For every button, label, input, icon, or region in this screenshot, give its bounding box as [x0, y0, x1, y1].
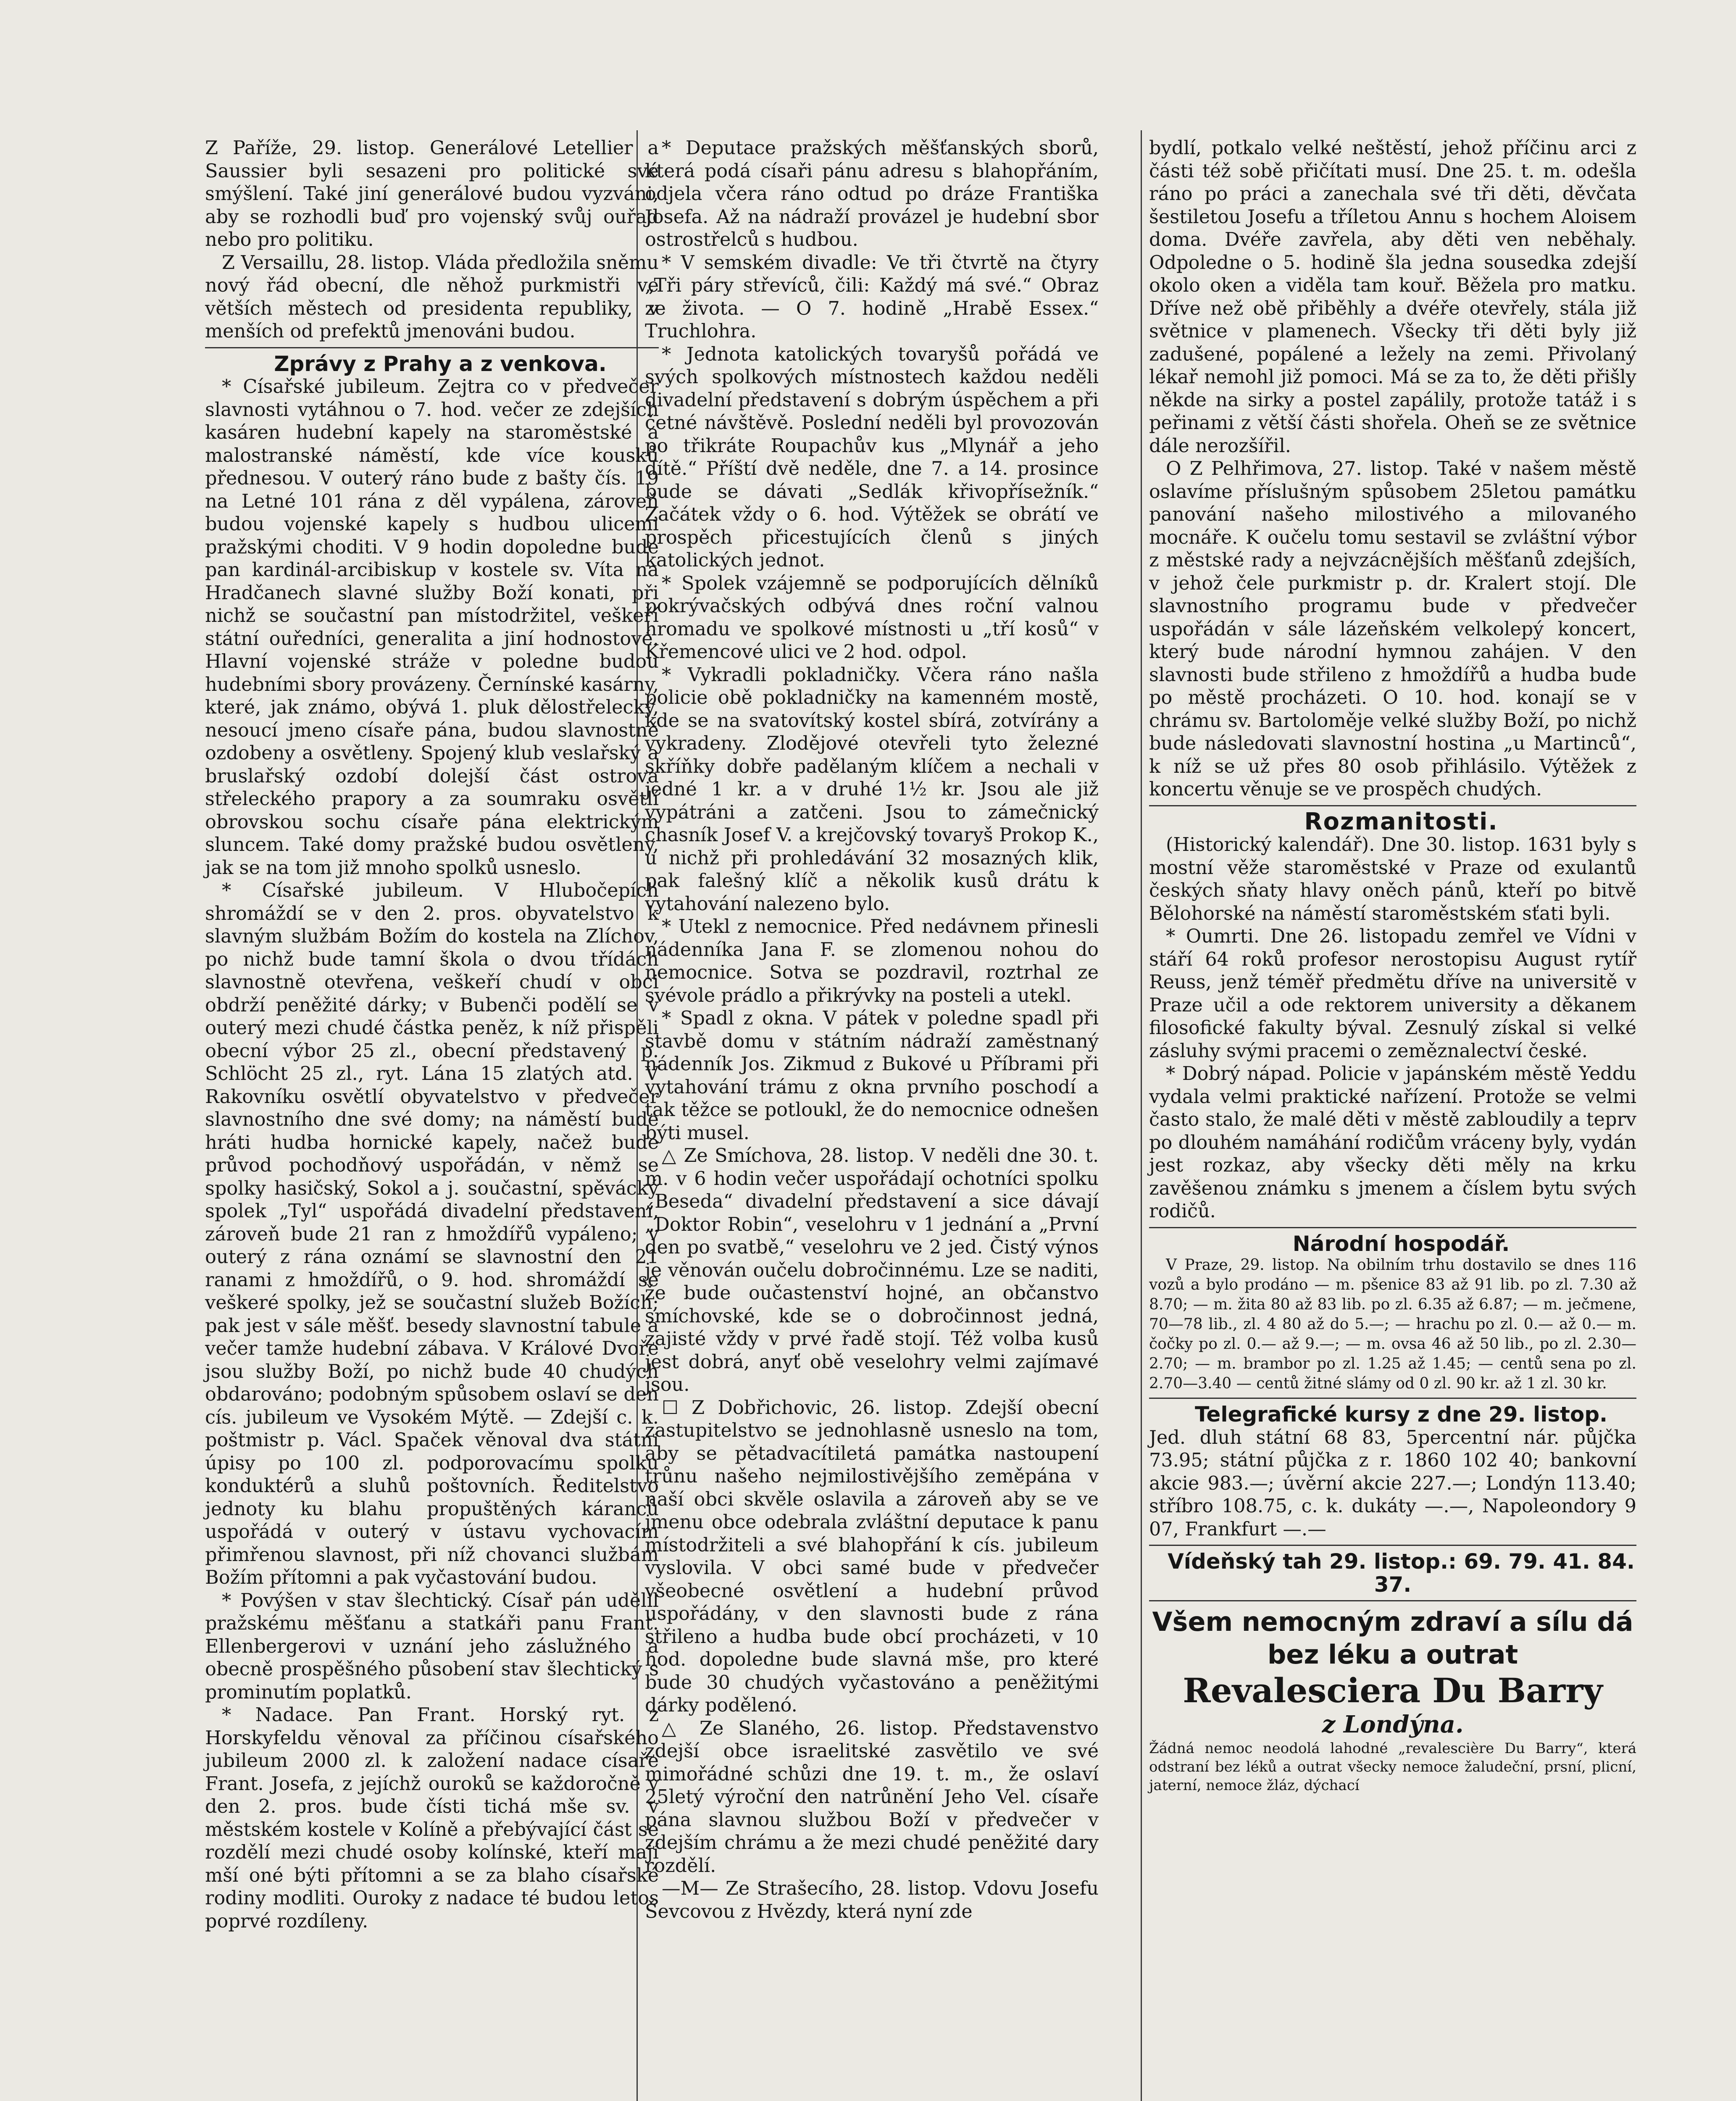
news-slany: △ Ze Slaného, 26. listop. Představenstvo zdejší obce israelitské zasvětilo ve své mimořádné schůzi dne 19. t. m., že oslaví 25letý výroční den natrůnění Jeho Vel. císaře pána slavnou službou Boží v předvečer v zdejším chrámu a že mezi chudé peněžité dary rozdělí. [645, 1717, 1099, 1877]
news-smichov: △ Ze Smíchova, 28. listop. V neděli dne 30. t. m. v 6 hodin večer uspořádají ochotníci spolku „Beseda“ divadelní představení a sice dávají „Doktor Robin“, veselohru v 1 jednání a „První den po svatbě,“ veselohru ve 2 jed. Čistý výnos je věnován oučelu dobročinnému. Lze se naditi, že bude oučastenství hojné, an občanstvo smíchovské, kde se o dobročinnost jedná, zajisté vždy v prvé řadě stojí. Též volba kusů jest dobrá, anyť obě veselohry velmi zajímavé jsou. [645, 1145, 1099, 1395]
news-fall-from-window: * Spadl z okna. V pátek v poledne spadl při stavbě domu v státním nádraží zaměstnaný nádenník Jos. Zikmud z Bukové u Příbrami při vytahování trámu z okna prvního poschodí a tak těžce se potloukl, že do nemocnice odnešen býti musel. [645, 1007, 1099, 1144]
section-divider [1149, 1545, 1636, 1546]
ad-origin: z Londýna. [1322, 1711, 1464, 1738]
news-hospital-escape: * Utekl z nemocnice. Před nedávnem přinesli nádenníka Jana F. se zlomenou nohou do nemocnice. Sotva se pozdravil, roztrhal ze svévole prádlo a přikrývky na posteli a utekl. [645, 916, 1099, 1006]
news-good-idea: * Dobrý nápad. Policie v japánském městě Yeddu vydala velmi praktické nařízení. Protože se velmi často stalo, že malé děti v městě zabloudily a teprv po dlouhém namáhání rodičům vráceny byly, vydán jest rozkaz, aby všecky děti měly na krku zavěšenou známku s jmenem a číslem bytu svých rodičů. [1149, 1063, 1636, 1222]
exchange-rates: Jed. dluh státní 68 83, 5percentní nár. půjčka 73.95; státní půjčka z r. 1860 102 40; bankovní akcie 983.—; úvěrní akcie 227.—; Londýn 113.40; stříbro 108.75, c. k. dukáty —.—, Napoleondory 9 07, Frankfurt —.— [1149, 1426, 1636, 1540]
column-1 [205, 137, 659, 1932]
column-rule-right [1141, 130, 1142, 2101]
news-pelhrimov: O Z Pelhřimova, 27. listop. Také v našem městě oslavíme příslušným spůsobem 25letou památku panování našeho milostivého a milovaného mocnáře. K oučelu tomu sestavil se zvláštní výbor z městské rady a nejvzácnějších měšťanů zdejších, v jehož čele purkmistr p. dr. Kralert stojí. Dle slavnostního programu bude v předvečer uspořádán v sále lázeňském velkolepý koncert, který bude národní hymnou zahájen. V den slavnosti bude střileno z hmoždířů a hudba bude po městě procházeti. O 10. hod. konají se v chrámu sv. Bartoloměje velké služby Boží, po nichž bude následovati slavnostní hostina „u Martinců“, k níž se už přes 80 osob přihlásilo. Výtěžek z koncertu věnuje se ve prospěch chudých. [1149, 458, 1636, 800]
column-3 [1149, 137, 1636, 1795]
ad-product-name: Revalesciera Du Barry [1183, 1671, 1603, 1710]
ad-body: Žádná nemoc neodolá lahodné „revalescière Du Barry“, která odstraní bez léků a outrat všecky nemoce žaludeční, prsní, plicní, jaterní, nemoce žláz, dýchací [1149, 1740, 1636, 1794]
news-theatre: * V semském divadle: Ve tři čtvrtě na čtyry „Tři páry střevíců, čili: Každý má své.“ Obraz ze života. — O 7. hodině „Hrabě Essex.“ Truchlohra. [645, 251, 1099, 342]
section-divider [1149, 1227, 1636, 1228]
section-divider [205, 347, 659, 348]
section-divider [1149, 1398, 1636, 1399]
section-divider [1149, 805, 1636, 806]
news-historical-calendar: (Historický kalendář). Dne 30. listop. 1631 byly s mostní věže staroměstské v Praze od exulantů českých sňaty hlavy oněch pánů, kteří po bitvě Bělohorské na náměstí staroměstském sťati byli. [1149, 834, 1636, 924]
column-2 [645, 137, 1099, 1923]
section-heading-economy: Národní hospodář. [1292, 1231, 1510, 1256]
market-report: V Praze, 29. listop. Na obilním trhu dostavilo se dnes 116 vozů a bylo prodáno — m. pšenice 83 až 91 lib. po zl. 7.30 až 8.70; — m. žita 80 až 83 lib. po zl. 6.35 až 6.87; — m. ječmene, 70—78 lib., zl. 4 80 až do 5.—; — hrachu po zl. 0.— až 0.— m. čočky po zl. 0.— až 9.—; — m. ovsa 46 až 50 lib., po zl. 2.30—2.70; — m. brambor po zl. 1.25 až 1.45; — centů sena po zl. 2.70—3.40 — centů žitné slámy od 0 zl. 90 kr. až 1 zl. 30 kr. [1149, 1256, 1636, 1392]
news-foundation: * Nadace. Pan Frant. Horský ryt. z Horskyfeldu věnoval za příčinou císařského jubileum 2000 zl. k založení nadace císaře Frant. Josefa, z jejíchž ouroků se každoročně v den 2. pros. bude čísti tichá mše sv. v městském kostele v Kolíně a přebývající část se rozdělí mezi chudé osoby kolínské, kteří mají mší oné býti přítomni a se za blaho císařské rodiny modliti. Ouroky z nadace té budou letos poprvé rozdíleny. [205, 1704, 659, 1932]
vienna-lottery: Vídeňský tah 29. listop.: 69. 79. 41. 84. 37. [1168, 1549, 1635, 1597]
news-paris: Z Paříže, 29. listop. Generálové Letellier a Saussier byli sesazeni pro politické své smýšlení. Také jiní generálové budou vyzváni, aby se rozhodli buď pro vojenský svůj ouřad nebo pro politiku. [205, 137, 659, 250]
section-heading-miscellany: Rozmanitosti. [1304, 808, 1498, 835]
news-catholic-union: * Jednota katolických tovaryšů pořádá ve svých spolkových místnostech každou neděli divadelní představení s dobrým úspěchem a při četné návštěvě. Poslední neděli byl provozován po třikráte Roupachův kus „Mlynář a jeho dítě.“ Příští dvě neděle, dne 7. a 14. prosince bude se dávati „Sedlák křivopřísežník.“ Začátek vždy o 6. hod. Výtěžek se obrátí ve prospěch přicestujících členů s jiných katolických jednot. [645, 343, 1099, 571]
ad-headline: Všem nemocným zdraví a sílu dá bez léku a outrat [1152, 1606, 1633, 1670]
news-roofers-society: * Spolek vzájemně se podporujících dělníků pokrývačských odbývá dnes roční valnou hromadu ve spolkové místnosti u „tří kosů“ v Křemencové ulici ve 2 hod. odpol. [645, 572, 1099, 663]
news-obituary: * Oumrti. Dne 26. listopadu zemřel ve Vídni v stáří 64 roků profesor nerostopisu August rytíř Reuss, jenž téměř předmětu dříve na universitě v Praze učil a ode rektorem university a děkanem filosofické fakulty býval. Zesnulý získal si velké zásluhy svými pracemi o zeměznalectví české. [1149, 925, 1636, 1062]
news-imperial-jubilee-1: * Císařské jubileum. Zejtra co v předvečer slavnosti vytáhnou o 7. hod. večer ze zdejších kasáren hudební kapely na staroměstské a malostranské náměstí, kde více kousků přednesou. V outerý ráno bude z bašty čís. 19 na Letné 101 rána z děl vypálena, zároveň budou vojenské kapely s hudbou ulicemi pražskými choditi. V 9 hodin dopoledne bude pan kardinál-arcibiskup v kostele sv. Víta na Hradčanech slavné služby Boží konati, při nichž se součastní pan místodržitel, veškeří státní ouředníci, generalita a jiní hodnostové. Hlavní vojenské stráže v poledne budou hudebními sbory provázeny. Černínské kasárny, které, jak známo, obývá 1. pluk dělostřelecký, nesoucí jmeno císaře pána, budou slavnostně ozdobeny a osvětleny. Spojený klub veslařský a bruslařský ozdobí dolejší část ostrova střeleckého prapory a za soumraku osvětlí obrovskou sochu císaře pána elektrickým sluncem. Také domy pražské budou osvětleny, jak se na tom již mnoho spolků usneslo. [205, 376, 659, 879]
news-imperial-jubilee-2: * Císařské jubileum. V Hlubočepích shromáždí se v den 2. pros. obyvatelstvo k slavným službám Božím do kostela na Zlíchov, po nichž bude tamní škola o dvou třídách slavnostně otevřena, veškeří chudí v obci obdrží peněžité dárky; v Bubenči podělí se v outerý mezi chudé částka peněz, k níž přispěli obecní výbor 25 zl., obecní představený p. Schlöcht 25 zl., ryt. Lána 15 zlatých atd. V Rakovníku osvětlí obyvatelstvo v předvečer slavnostního dne své domy; na náměstí bude hráti hudba hornické kapely, načež bude průvod pochodňový uspořádán, v němž se spolky hasičský, Sokol a j. součastní, spěvácký spolek „Tyl“ uspořádá divadelní představení, zároveň bude 21 ran z hmoždířů vypáleno; v outerý z rána oznámí se slavnostní den 21 ranami z hmoždířů, o 9. hod. shromáždí se veškeré spolky, jež se součastní služeb Božích; pak jest v sále měšť. besedy slavnostní tabule a večer tamže hudební zábava. V Králové Dvoře jsou služby Boží, po nichž bude 40 chudých obdarováno; podobným spůsobem oslaví se den cís. jubileum ve Vysokém Mýtě. — Zdejší c. k. poštmistr p. Václ. Spaček věnoval dva státní úpisy po 100 zl. podporovacímu spolku konduktérů a sluhů poštovních. Ředitelstvo jednoty ku blahu propuštěných káranců uspořádá v outerý v ústavu vychovacím přimřenou slavnost, při níž chovanci službám Božím přítomni a pak vyčastování budou. [205, 879, 659, 1588]
advertisement-revalesciere [1149, 1600, 1636, 1795]
news-ennoblement: * Povýšen v stav šlechtický. Císař pán udělil pražskému měšťanu a statkáři panu Frant. Ellenbergerovi v uznání jeho záslužného a obecně prospěšného působení stav šlechtický s prominutím poplatků. [205, 1589, 659, 1703]
news-versailles: Z Versaillu, 28. listop. Vláda předložila sněmu nový řád obecní, dle něhož purkmistři ve větších městech od presidenta republiky, v menších od prefektů jmenováni budou. [205, 251, 659, 342]
section-heading-telegraph-rates: Telegrafické kursy z dne 29. listop. [1194, 1402, 1608, 1427]
news-fire-continuation: bydlí, potkalo velké neštěstí, jehož příčinu arci z části též sobě přičítati musí. Dne 25. t. m. odešla ráno po práci a zanechala své tři děti, děvčata šestiletou Josefu a tříletou Annu s hochem Aloisem doma. Dvéře zavřela, aby děti ven neběhaly. Odpoledne o 5. hodině šla jedna sousedka zdejší okolo oken a viděla tam kouř. Běžela pro matku. Dříve než obě přiběhly a dvéře otevřely, stála již světnice v plamenech. Všecky tři děti byly již zadušené, popálené a ležely na zemi. Přivolaný lékař nemohl již pomoci. Má se za to, že děti přišly někde na sirky a postel zapálily, protože tatáž i s peřinami z větší části shořela. Oheň se ze světnice dále nerozšířil. [1149, 137, 1636, 457]
news-deputation: * Deputace pražských měšťanských sborů, která podá císaři pánu adresu s blahopřáním, odjela včera ráno odtud po dráze Františka Josefa. Až na nádraží provázel je hudební sbor ostrostřelců s hudbou. [645, 137, 1099, 250]
news-strasecí: —M— Ze Strašecího, 28. listop. Vdovu Josefu Ševcovou z Hvězdy, která nyní zde [645, 1877, 1099, 1922]
section-heading-prague-news: Zprávy z Prahy a z venkova. [274, 351, 607, 376]
news-robbed-collection-boxes: * Vykradli pokladničky. Včera ráno našla policie obě pokladničky na kamenném mostě, kde se na svatovítský kostel sbírá, zotvírány a vykradeny. Zlodějové otevřeli tyto železné skříňky dobře padělaným klíčem a nechali v jedné 1 kr. a v druhé 1½ kr. Jsou ale již vypátráni a zatčeni. Jsou to zámečnický chasník Josef V. a krejčovský tovaryš Prokop K., u nichž při prohledávání 32 mosazných klik, pak falešný klíč a několik kusů drátu k vytahování nalezeno bylo. [645, 663, 1099, 915]
news-dobrichovice: ☐ Z Dobřichovic, 26. listop. Zdejší obecní zastupitelstvo se jednohlasně usneslo na tom, aby se pětadvacítiletá památka nastoupení trůnu našeho nejmilostivějšího zeměpána v naší obci skvěle oslavila a zároveň aby se ve jmenu obce odebrala zvláštní deputace k panu místodržiteli a své blahopřání k cís. jubileum vyslovila. V obci samé bude v předvečer všeobecné osvětlení a hudební průvod uspořádány, v den slavnosti bude z rána střileno a hudba bude obcí procházeti, v 10 hod. dopoledne bude slavná mše, pro které bude 30 chudých vyčastováno a peněžitými dárky podělenó. [645, 1396, 1099, 1716]
